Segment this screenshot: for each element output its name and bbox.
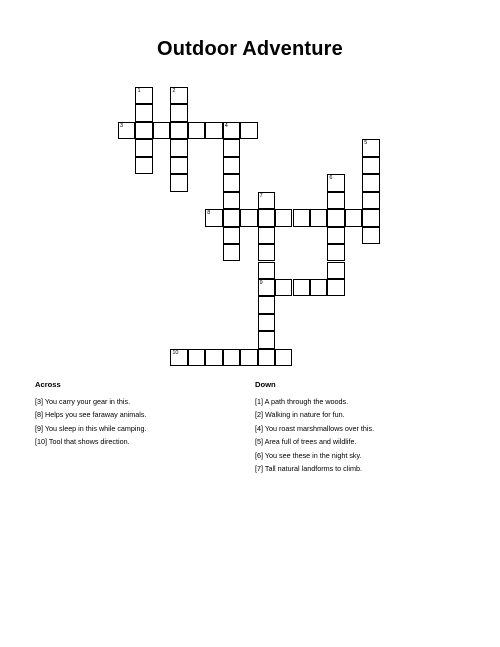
cell-number: 2	[172, 88, 176, 94]
across-clue-10	[35, 435, 147, 448]
cell-number: 7	[259, 192, 263, 199]
crossword-cell[interactable]	[275, 349, 292, 366]
crossword-cell[interactable]	[223, 349, 240, 366]
puzzle-title: Outdoor Adventure	[157, 38, 343, 60]
cell-number: 5	[364, 140, 368, 147]
across-header: Across	[35, 380, 61, 389]
crossword-cell[interactable]	[293, 209, 310, 226]
crossword-cell[interactable]	[362, 139, 379, 156]
crossword-cell[interactable]	[223, 244, 240, 261]
crossword-cell[interactable]	[258, 192, 275, 209]
across-clue-8	[35, 408, 147, 421]
cell-number: 8	[207, 210, 211, 217]
clue-number: [8]	[35, 410, 43, 420]
clue-number: [6]	[255, 450, 263, 460]
cell-number: 1	[137, 88, 141, 94]
crossword-cell[interactable]	[118, 122, 135, 139]
crossword-cell[interactable]	[258, 227, 275, 244]
cell-number: 4	[224, 122, 228, 129]
crossword-cell[interactable]	[223, 209, 240, 226]
crossword-cell[interactable]	[258, 331, 275, 348]
crossword-cell[interactable]	[188, 349, 205, 366]
crossword-cell[interactable]	[170, 139, 187, 156]
crossword-cell[interactable]	[258, 262, 275, 279]
clue-text: You sleep in this while camping.	[44, 423, 147, 433]
crossword-cell[interactable]	[135, 104, 152, 121]
crossword-cell[interactable]	[170, 157, 187, 174]
across-clue-9	[35, 422, 147, 435]
across-clue-3	[35, 395, 147, 408]
crossword-cell[interactable]	[135, 157, 152, 174]
down-clue-1	[255, 395, 374, 408]
down-header: Down	[255, 380, 276, 389]
clue-number: [3]	[35, 397, 43, 406]
crossword-cell[interactable]	[170, 104, 187, 121]
crossword-cell[interactable]	[327, 244, 344, 261]
down-clue-7	[255, 462, 374, 475]
crossword-cell[interactable]	[327, 279, 344, 296]
clue-text: Walking in nature for fun.	[265, 410, 345, 420]
crossword-cell[interactable]	[327, 262, 344, 279]
crossword-cell[interactable]	[327, 192, 344, 209]
crossword-cell[interactable]	[153, 122, 170, 139]
crossword-cell[interactable]	[258, 349, 275, 366]
crossword-cell[interactable]	[170, 122, 187, 139]
crossword-cell[interactable]	[223, 227, 240, 244]
crossword-cell[interactable]	[362, 192, 379, 209]
crossword-cell[interactable]	[310, 209, 327, 226]
clue-text: Tall natural landforms to climb.	[264, 463, 362, 473]
clue-number: [1]	[255, 397, 263, 406]
crossword-cell[interactable]	[327, 209, 344, 226]
crossword-cell[interactable]	[205, 209, 222, 226]
down-clue-2	[255, 408, 374, 421]
down-clue-5	[255, 435, 374, 448]
crossword-cell[interactable]	[310, 279, 327, 296]
crossword-cell[interactable]	[258, 209, 275, 226]
crossword-cell[interactable]	[135, 122, 152, 139]
crossword-cell[interactable]	[135, 139, 152, 156]
down-clue-4	[255, 422, 374, 435]
across-clues	[35, 380, 147, 449]
crossword-cell[interactable]	[258, 244, 275, 261]
crossword-cell[interactable]	[223, 174, 240, 191]
clue-text: Helps you see faraway animals.	[45, 410, 147, 420]
crossword-cell[interactable]	[240, 209, 257, 226]
crossword-cell[interactable]	[223, 139, 240, 156]
clue-number: [7]	[255, 463, 263, 473]
clue-text: Area full of trees and wildlife.	[264, 437, 357, 447]
clue-number: [5]	[255, 437, 263, 447]
crossword-cell[interactable]	[223, 122, 240, 139]
clue-number: [10]	[35, 437, 47, 447]
crossword-cell[interactable]	[240, 122, 257, 139]
crossword-cell[interactable]	[362, 227, 379, 244]
cell-number: 3	[120, 122, 124, 129]
crossword-cell[interactable]	[258, 279, 275, 296]
crossword-cell[interactable]	[170, 174, 187, 191]
clue-number: [9]	[35, 423, 43, 433]
cell-number: 10	[172, 349, 179, 356]
down-clue-6	[255, 449, 374, 462]
crossword-cell[interactable]	[205, 349, 222, 366]
crossword-cell[interactable]	[170, 349, 187, 366]
clue-number: [4]	[255, 423, 263, 433]
crossword-cell[interactable]	[275, 209, 292, 226]
crossword-cell[interactable]	[362, 174, 379, 191]
clue-text: A path through the woods.	[264, 397, 349, 406]
crossword-cell[interactable]	[240, 349, 257, 366]
cell-number: 6	[329, 175, 333, 182]
crossword-cell[interactable]	[327, 227, 344, 244]
clue-number: [2]	[255, 410, 263, 420]
down-clues	[255, 380, 374, 475]
crossword-cell[interactable]	[258, 314, 275, 331]
crossword-cell[interactable]	[223, 192, 240, 209]
crossword-cell[interactable]	[258, 296, 275, 313]
crossword-cell[interactable]	[327, 174, 344, 191]
crossword-cell[interactable]	[135, 87, 152, 104]
crossword-cell[interactable]	[223, 157, 240, 174]
clue-text: Tool that shows direction.	[48, 437, 130, 447]
cell-number: 9	[259, 279, 263, 286]
crossword-cell[interactable]	[362, 157, 379, 174]
crossword-cell[interactable]	[188, 122, 205, 139]
clue-text: You carry your gear in this.	[44, 397, 131, 406]
crossword-cell[interactable]	[362, 209, 379, 226]
clue-text: You roast marshmallows over this.	[264, 423, 375, 433]
crossword-cell[interactable]	[205, 122, 222, 139]
crossword-cell[interactable]	[170, 87, 187, 104]
crossword-cell[interactable]	[293, 279, 310, 296]
crossword-cell[interactable]	[345, 209, 362, 226]
crossword-cell[interactable]	[275, 279, 292, 296]
clue-text: You see these in the night sky.	[264, 450, 362, 460]
